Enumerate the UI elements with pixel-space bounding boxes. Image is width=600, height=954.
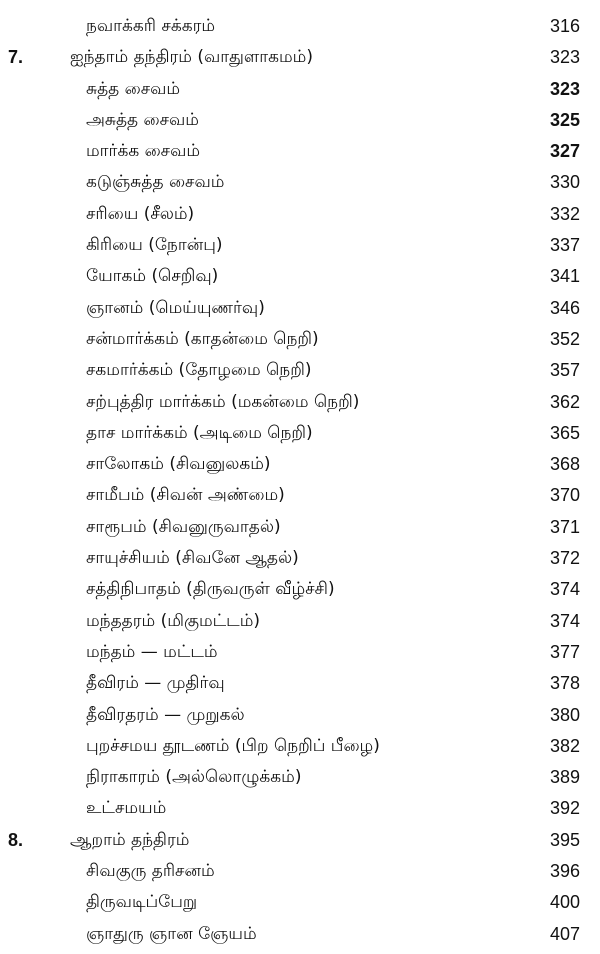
toc-section-row xyxy=(0,359,600,390)
toc-section-row xyxy=(0,109,600,140)
section-title: சற்புத்திர மார்க்கம் (மகன்மை நெறி) xyxy=(86,391,360,412)
toc-section-row xyxy=(0,297,600,328)
section-title: நிராகாரம் (அல்லொழுக்கம்) xyxy=(86,767,302,788)
section-title: மந்தம் — மட்டம் xyxy=(86,641,218,662)
page-number: 368 xyxy=(549,454,580,475)
page-number: 352 xyxy=(549,328,580,349)
page-number: 341 xyxy=(549,266,580,287)
chapter-title: ஆறாம் தந்திரம் xyxy=(70,829,190,850)
page-number: 396 xyxy=(549,861,580,882)
chapter-number: 7. xyxy=(8,47,24,68)
section-title: ஞானம் (மெய்யுணர்வு) xyxy=(86,297,265,318)
section-title: அசுத்த சைவம் xyxy=(86,109,199,130)
toc-chapter-row xyxy=(0,829,600,860)
section-title: கிரியை (நோன்பு) xyxy=(86,235,223,256)
toc-section-row xyxy=(0,704,600,735)
toc-section-row xyxy=(0,234,600,265)
toc-section-row xyxy=(0,860,600,891)
section-title: சாலோகம் (சிவனுலகம்) xyxy=(86,454,271,475)
page-number: 362 xyxy=(549,391,580,412)
page-number: 346 xyxy=(549,297,580,318)
toc-section-row xyxy=(0,766,600,797)
toc-section-row xyxy=(0,78,600,109)
toc-section-row xyxy=(0,453,600,484)
toc-section-row xyxy=(0,328,600,359)
toc-section-row xyxy=(0,484,600,515)
page-number: 377 xyxy=(549,641,580,662)
section-title: சிவகுரு தரிசனம் xyxy=(86,861,215,882)
toc-section-row xyxy=(0,610,600,641)
page-number: 371 xyxy=(549,516,580,537)
section-title: சுத்த சைவம் xyxy=(86,78,181,99)
page-number: 357 xyxy=(549,360,580,381)
toc-section-row xyxy=(0,516,600,547)
page-number: 392 xyxy=(549,798,580,819)
page-number: 374 xyxy=(549,610,580,631)
section-title: சத்திநிபாதம் (திருவருள் வீழ்ச்சி) xyxy=(86,579,335,600)
section-title: சாரூபம் (சிவனுருவாதல்) xyxy=(86,516,281,537)
page-number: 365 xyxy=(549,422,580,443)
section-title: சாமீபம் (சிவன் அண்மை) xyxy=(86,485,285,506)
toc-section-row xyxy=(0,891,600,922)
toc-section-row xyxy=(0,797,600,828)
page-number: 395 xyxy=(549,829,580,850)
toc-section-row xyxy=(0,265,600,296)
section-title: மார்க்க சைவம் xyxy=(86,141,201,162)
toc-section-row xyxy=(0,923,600,954)
page-number: 327 xyxy=(549,141,580,162)
toc-section-row xyxy=(0,391,600,422)
section-title: சகமார்க்கம் (தோழமை நெறி) xyxy=(86,360,312,381)
section-title: ஞாதுரு ஞான ஞேயம் xyxy=(86,923,257,944)
chapter-title: ஐந்தாம் தந்திரம் (வாதுளாகமம்) xyxy=(70,47,313,68)
section-title: தாச மார்க்கம் (அடிமை நெறி) xyxy=(86,422,313,443)
section-title: தீவிரம் — முதிர்வு xyxy=(86,673,225,694)
page-number: 380 xyxy=(549,704,580,725)
toc-section-row xyxy=(0,578,600,609)
page-number: 337 xyxy=(549,235,580,256)
section-title: நவாக்கரி சக்கரம் xyxy=(86,16,216,36)
toc-chapter-row xyxy=(0,46,600,77)
toc-section-row xyxy=(0,140,600,171)
section-title: சாயுச்சியம் (சிவனே ஆதல்) xyxy=(86,548,299,569)
section-title: யோகம் (செறிவு) xyxy=(86,266,219,287)
page-number: 370 xyxy=(549,485,580,506)
chapter-number: 8. xyxy=(8,829,24,850)
page-number: 400 xyxy=(549,892,580,913)
toc-section-row xyxy=(0,422,600,453)
toc-section-row xyxy=(0,735,600,766)
toc-section-row xyxy=(0,171,600,202)
toc-section-row xyxy=(0,547,600,578)
page-number: 323 xyxy=(549,78,580,99)
page-number: 323 xyxy=(549,47,580,68)
section-title: கடுஞ்சுத்த சைவம் xyxy=(86,172,225,193)
page-number: 374 xyxy=(549,579,580,600)
toc-section-row xyxy=(0,641,600,672)
page-number: 325 xyxy=(549,109,580,130)
page-number: 407 xyxy=(549,923,580,944)
section-title: மந்ததரம் (மிகுமட்டம்) xyxy=(86,610,261,631)
page-number: 316 xyxy=(549,16,580,36)
page-number: 378 xyxy=(549,673,580,694)
section-title: உட்சமயம் xyxy=(86,798,167,819)
page-number: 389 xyxy=(549,767,580,788)
section-title: திருவடிப்பேறு xyxy=(86,892,198,913)
page-number: 382 xyxy=(549,735,580,756)
toc-section-row xyxy=(0,15,600,46)
section-title: தீவிரதரம் — முறுகல் xyxy=(86,704,245,725)
toc-section-row xyxy=(0,672,600,703)
section-title: சன்மார்க்கம் (காதன்மை நெறி) xyxy=(86,328,319,349)
page-number: 330 xyxy=(549,172,580,193)
toc-section-row xyxy=(0,203,600,234)
page-number: 372 xyxy=(549,548,580,569)
section-title: புறச்சமய தூடணம் (பிற நெறிப் பீழை) xyxy=(86,735,380,756)
table-of-contents xyxy=(0,15,600,954)
page-number: 332 xyxy=(549,203,580,224)
section-title: சரியை (சீலம்) xyxy=(86,203,195,224)
